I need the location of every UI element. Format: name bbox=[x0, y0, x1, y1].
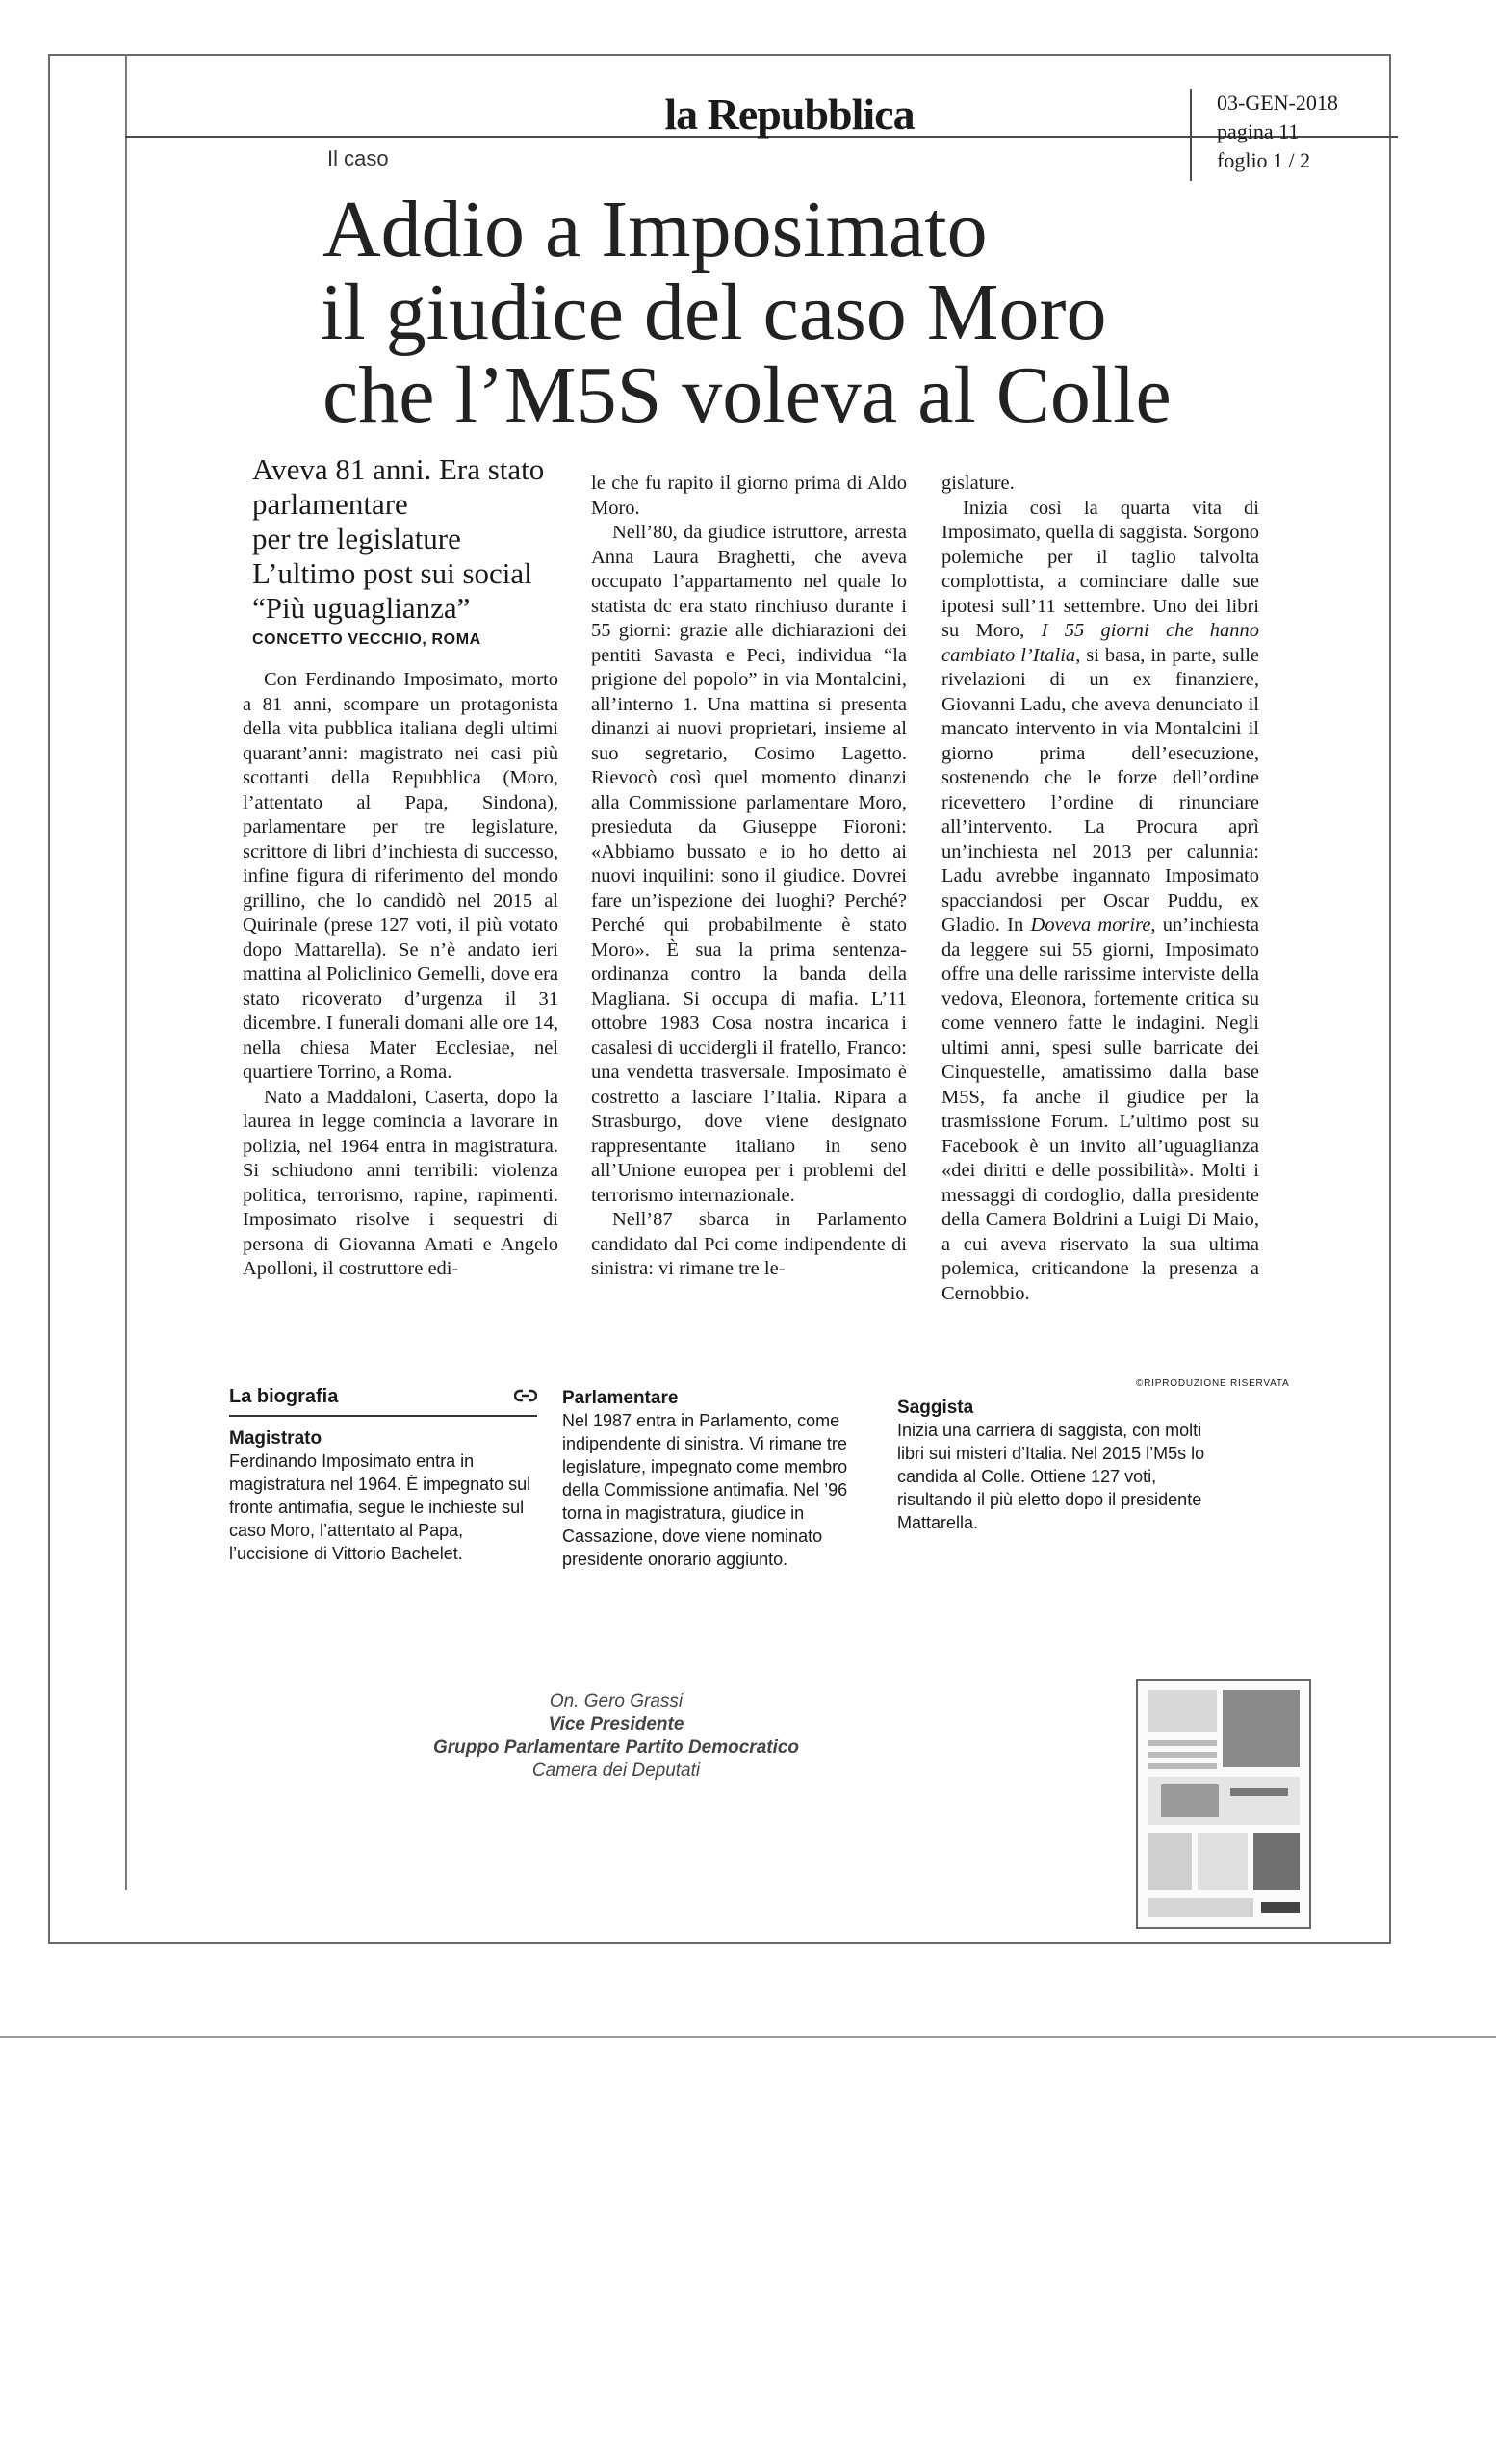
subheadline bbox=[252, 452, 558, 626]
issue-date: 03-GEN-2018 bbox=[1217, 90, 1338, 115]
bio-item-title: Parlamentare bbox=[562, 1388, 679, 1408]
bio-item-text: Inizia una carriera di saggista, con molti libri sui misteri d’Italia. Nel 2015 l’M5s lo candida al Colle. Ottiene 127 voti, risultando il più eletto dopo il presidente Mattarella. bbox=[897, 1421, 1205, 1532]
article-column-1 bbox=[243, 668, 558, 1282]
section-rubric: Il caso bbox=[327, 146, 389, 170]
bio-item-parlamentare bbox=[562, 1388, 880, 1571]
paragraph: Nato a Maddaloni, Caserta, dopo la laurea in legge comincia a lavorare in polizia, nel 1964 entra in magistratura. Si schiudono anni terribili: violenza politica, terrorismo, rapine, rapimenti. Imposimato risolve i sequestri di persona di Giovanna Amati e Angelo Apolloni, il costruttore edi- bbox=[243, 1086, 558, 1279]
bio-item-text: Nel 1987 entra in Parlamento, come indipendente di sinistra. Vi rimane tre legislature, impegnato come membro della Commissione antimafia. Nel ’96 torna in magistratura, giudice in Cassazione, dove viene nominato presidente onorario aggiunto. bbox=[562, 1411, 848, 1569]
signature-line: On. Gero Grassi bbox=[549, 1691, 684, 1711]
bio-item-text: Ferdinando Imposimato entra in magistratura nel 1964. È impegnato sul fronte antimafia, segue le inchieste sul caso Moro, l’attentato al Papa, l’uccisione di Vittorio Bachelet. bbox=[229, 1451, 531, 1563]
subhead-line: parlamentare bbox=[252, 487, 408, 521]
signature-line: Camera dei Deputati bbox=[531, 1760, 701, 1781]
page-number: pagina 11 bbox=[1217, 119, 1300, 143]
text-run: , si basa, in parte, sulle rivelazioni di un ex finanziere, Giovanni Ladu, che aveva denunciato il mancato intervento in via Montalcini il giorno prima dell’esecuzione, sostenendo che le forze dell’ordine ricevettero l’ordine di rinunciare all’intervento. La Procura aprì un’inchiesta nel 2013 per calunnia: Ladu avrebbe ingannato Imposimato spacciandosi per Oscar Puddu, ex Gladio. In bbox=[941, 644, 1260, 936]
book-title: Doveva morire bbox=[1030, 914, 1151, 936]
subhead-line: per tre legislature bbox=[252, 522, 461, 555]
signature-line: Vice Presidente bbox=[548, 1714, 684, 1734]
page-thumbnail-image bbox=[1138, 1681, 1309, 1927]
signature-stamp bbox=[366, 1690, 866, 1783]
headline-line: Addio a Imposimato bbox=[322, 185, 988, 274]
link-icon bbox=[514, 1384, 537, 1407]
paragraph: Con Ferdinando Imposimato, morto a 81 anni, scompare un protagonista della vita pubblica italiana degli ultimi quarant’anni: magistrato nei casi più scottanti della Repubblica (Moro, l’attentato al Papa, Sindona), parlamentare per tre legislature, scrittore di libri d’inchiesta di successo, infine figura di riferimento del mondo grillino, che lo candidò nel 2015 al Quirinale (prese 127 voti, il più votato dopo Mattarella). Se n’è andato ieri mattina al Policlinico Gemelli, dove era stato ricoverato d’urgenza il 31 dicembre. I funerali domani alle ore 14, nella chiesa Mater Ecclesiae, nel quartiere Torrino, a Roma. bbox=[243, 669, 558, 1083]
page-thumbnail bbox=[1136, 1679, 1311, 1929]
subhead-line: “Più uguaglianza” bbox=[252, 591, 471, 625]
bio-rule bbox=[229, 1415, 537, 1417]
sheet-number: foglio 1 / 2 bbox=[1217, 148, 1311, 172]
bio-item-saggista bbox=[897, 1398, 1215, 1534]
bio-item-magistrato bbox=[229, 1428, 537, 1565]
bio-item-title: Magistrato bbox=[229, 1428, 322, 1449]
headline-line: che l’M5S voleva al Colle bbox=[322, 350, 1172, 440]
byline: CONCETTO VECCHIO, ROMA bbox=[252, 631, 481, 648]
headline-line: il giudice del caso Moro bbox=[321, 268, 1107, 357]
paragraph bbox=[941, 497, 1259, 1307]
subhead-line: Aveva 81 anni. Era stato bbox=[252, 452, 545, 486]
headline bbox=[321, 185, 1227, 440]
paragraph: le che fu rapito il giorno prima di Aldo Moro. bbox=[591, 473, 907, 519]
text-run: Inizia così la quarta vita di Imposimato, quella di saggista. Sorgono polemiche per il taglio talvolta complottista, a cominciare dalle sue ipotesi sull’11 settembre. Uno dei libri su Moro, bbox=[941, 497, 1259, 641]
article-column-2 bbox=[591, 472, 907, 1282]
paragraph: gislature. bbox=[941, 473, 1015, 494]
subhead-line: L’ultimo post sui social bbox=[252, 556, 532, 590]
bio-item-title: Saggista bbox=[897, 1398, 974, 1418]
paragraph: Nell’80, da giudice istruttore, arresta Anna Laura Braghetti, che aveva occupato l’appartamento nel quale lo statista dc era stato rinchiuso durante i 55 giorni: grazie alle dichiarazioni dei pentiti Savasta e Peci, individua “la prigione del popolo” in via Montalcini, all’interno 1. Una mattina si presenta dinanzi ai nuovi proprietari, insieme al suo segretario, Cosimo Lagetto. Rievocò così quel momento dinanzi alla Commissione parlamentare Moro, presieduta da Giuseppe Fioroni: «Abbiamo bussato e io ho detto ai nuovi inquilini: sono il giudice. Dovrei fare un’ispezione dei luoghi? Perché? Perché qui probabilmente è stato Moro». È sua la prima sentenza-ordinanza contro la banda della Magliana. Si occupa di mafia. L’11 ottobre 1983 Cosa nostra incarica i casalesi di uccidergli il fratello, Franco: una vendetta trasversale. Imposimato è costretto a lasciare l’Italia. Ripara a Strasburgo, dove viene designato rappresentante italiano in seno all’Unione europea per i problemi del terrorismo internazionale. bbox=[591, 522, 907, 1206]
article-column-3 bbox=[941, 472, 1259, 1306]
book-title: I 55 giorni che hanno cambiato l’Italia bbox=[941, 620, 1259, 666]
signature-line: Gruppo Parlamentare Partito Democratico bbox=[432, 1737, 800, 1758]
masthead: la Repubblica bbox=[664, 90, 915, 139]
date-box bbox=[1190, 89, 1388, 181]
text-run: , un’inchiesta da leggere sui 55 giorni, Imposimato offre una delle rarissime interviste della vedova, Eleonora, fortemente critica su come vennero fatte le indagini. Negli ultimi anni, spesi sulle barricate dei Cinquestelle, amatissimo dalla base M5S, fa anche il giudice per la trasmissione Forum. L’ultimo post su Facebook è un invito all’uguaglianza «dei diritti e delle possibilità». Molti i messaggi di cordoglio, dalla presidente della Camera Boldrini a Luigi Di Maio, a cui aveva riservato la sua ultima polemica, criticandone la presenza a Cernobbio. bbox=[941, 914, 1259, 1304]
frame-rule-left bbox=[125, 54, 127, 1890]
scan-edge-rule bbox=[0, 2036, 1496, 2038]
bio-heading: La biografia bbox=[229, 1386, 339, 1407]
paragraph: Nell’87 sbarca in Parlamento candidato dal Pci come indipendente di sinistra: vi rimane tre le- bbox=[591, 1209, 907, 1279]
reproduction-notice: ©RIPRODUZIONE RISERVATA bbox=[1136, 1378, 1290, 1389]
